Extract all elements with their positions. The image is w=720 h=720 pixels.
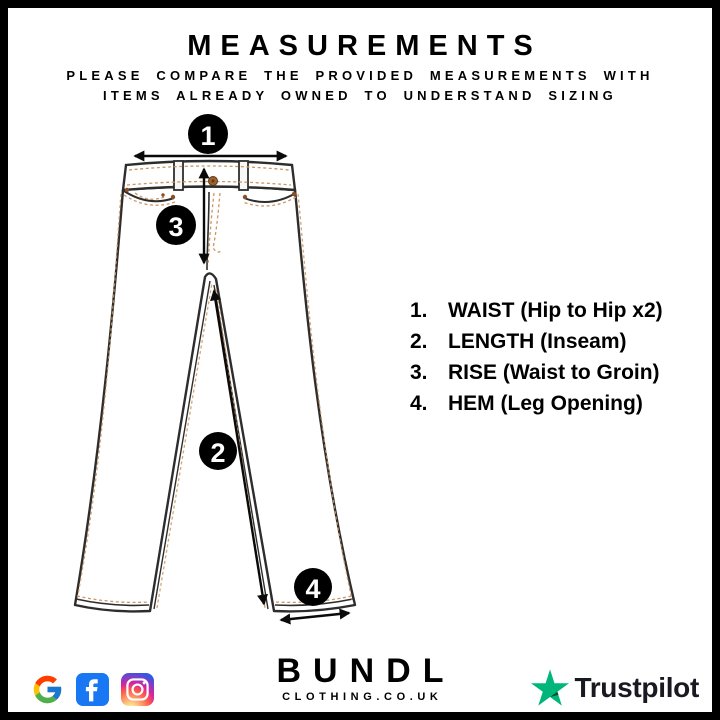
legend-item-hem <box>410 388 663 419</box>
subtitle <box>8 66 712 106</box>
marker-3 <box>156 205 196 245</box>
brand-name: BUNDL <box>276 652 456 690</box>
marker-1-number: 1 <box>200 121 216 151</box>
trustpilot-star-icon <box>531 669 569 706</box>
marker-3-number: 3 <box>168 212 184 242</box>
trustpilot-logo <box>531 669 699 706</box>
subtitle-line-1: PLEASE COMPARE THE PROVIDED MEASUREMENTS WITH <box>66 68 654 83</box>
marker-1 <box>188 114 228 154</box>
marker-4 <box>294 568 332 606</box>
jeans-measurement-diagram <box>48 108 378 638</box>
marker-2-number: 2 <box>210 438 226 468</box>
legend-number: 2. <box>410 330 428 353</box>
legend-label: HEM (Leg Opening) <box>448 392 643 415</box>
marker-2 <box>199 432 237 470</box>
legend-item-length <box>410 326 663 357</box>
waistband <box>123 161 295 190</box>
jeans-outline <box>75 161 355 611</box>
page-title: MEASUREMENTS <box>187 30 542 62</box>
legend-number: 4. <box>410 392 428 415</box>
legend-label: RISE (Waist to Groin) <box>448 361 660 384</box>
marker-4-number: 4 <box>305 574 321 604</box>
legend-item-rise <box>410 357 663 388</box>
legend-number: 3. <box>410 361 428 384</box>
trustpilot-label: Trustpilot <box>574 671 699 703</box>
legend-number: 1. <box>410 299 428 322</box>
brand-domain: CLOTHING.CO.UK <box>282 691 443 703</box>
legend-item-waist <box>410 295 663 326</box>
belt-loop-left <box>174 161 183 190</box>
belt-loop-right <box>239 161 248 190</box>
subtitle-line-2: ITEMS ALREADY OWNED TO UNDERSTAND SIZING <box>103 88 617 103</box>
measurement-legend <box>410 295 663 419</box>
legend-label: WAIST (Hip to Hip x2) <box>448 299 663 322</box>
legend-label: LENGTH (Inseam) <box>448 330 627 353</box>
hem-arrow <box>281 613 349 620</box>
